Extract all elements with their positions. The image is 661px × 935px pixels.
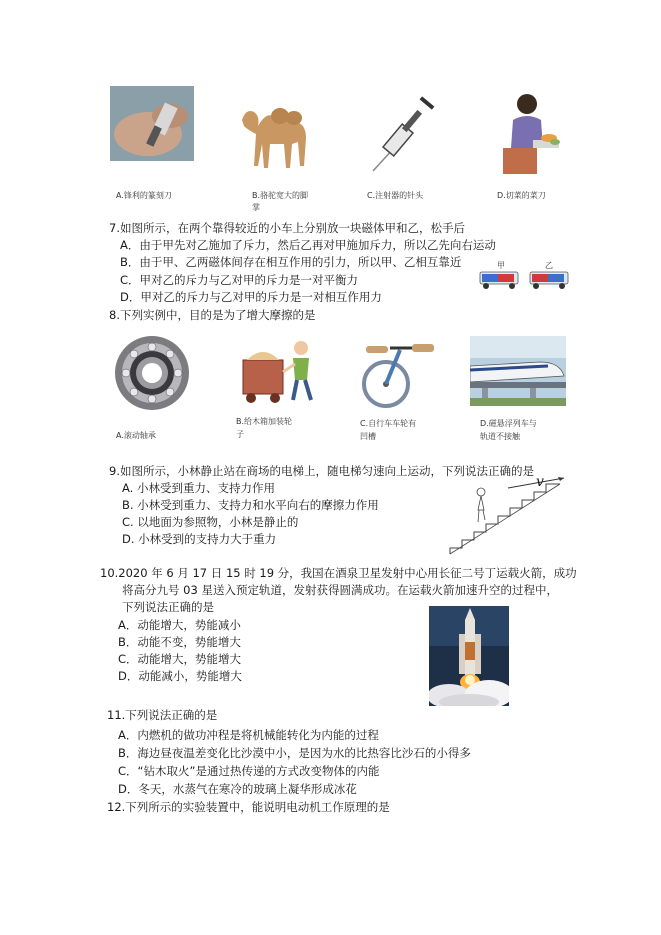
rocket-launch-photo [429, 606, 509, 706]
q10-stem-line3: 下列说法正确的是 [122, 600, 214, 614]
caption-q8-c-line2: 凹槽 [360, 432, 376, 441]
label-jia: 甲 [497, 261, 505, 270]
q7-stem: 7.如图所示，在两个靠得较近的小车上分别放一块磁体甲和乙，松手后 [109, 221, 465, 235]
q11-option-a: A．内燃机的做功冲程是将机械能转化为内能的过程 [118, 728, 379, 742]
q10-stem-line2: 将高分九号 03 星送入预定轨道，发射获得圆满成功。在运载火箭加速升空的过程中， [122, 583, 558, 597]
maglev-train-photo [470, 336, 566, 406]
caption-q8-d-line2: 轨道不接触 [480, 432, 520, 441]
q10-option-b: B．动能不变，势能增大 [118, 635, 241, 649]
q11-stem: 11.下列说法正确的是 [107, 708, 218, 722]
ball-bearing-photo [113, 334, 191, 412]
caption-q8-b-line2: 子 [236, 430, 244, 439]
q7-option-b: B．由于甲、乙两磁体间存在相互作用的引力，所以甲、乙相互靠近 [120, 255, 462, 269]
q11-option-d: D．冬天，水蒸气在寒冷的玻璃上凝华形成冰花 [118, 782, 357, 796]
q10-option-c: C．动能增大，势能增大 [118, 652, 242, 666]
syringe-photo [365, 95, 440, 175]
magnet-carts-figure [474, 256, 574, 292]
q7-option-a: A．由于甲先对乙施加了斥力，然后乙再对甲施加斥力，所以乙先向右运动 [120, 238, 496, 252]
q9-option-b: B. 小林受到重力、支持力和水平向右的摩擦力作用 [122, 498, 379, 512]
q10-option-a: A．动能增大，势能减小 [118, 618, 241, 632]
wooden-box-wheels-figure [239, 330, 321, 406]
q9-stem: 9.如图所示，小林静止站在商场的电梯上，随电梯匀速向上运动，下列说法正确的是 [109, 464, 534, 478]
q7-option-d: D．甲对乙的斥力与乙对甲的斥力是一对相互作用力 [120, 290, 382, 304]
bicycle-wheel-figure [360, 336, 440, 408]
caption-q8-d-line1: D.磁悬浮列车与 [480, 419, 537, 428]
caption-q8-c-line1: C.自行车车轮有 [360, 419, 417, 428]
q11-option-b: B．海边昼夜温差变化比沙漠中小，是因为水的比热容比沙石的小得多 [118, 746, 471, 760]
label-yi: 乙 [545, 261, 553, 270]
carving-knife-photo [110, 86, 194, 161]
q7-option-c: C．甲对乙的斥力与乙对甲的斥力是一对平衡力 [120, 273, 359, 287]
q10-stem-line1: 10.2020 年 6 月 17 日 15 时 19 分，我国在酒泉卫星发射中心用长征二号丁运载火箭，成功 [100, 566, 577, 580]
q10-option-d: D．动能减小，势能增大 [118, 669, 242, 683]
kitchen-knife-photo [497, 90, 562, 175]
caption-q6-b-line2: 掌 [252, 203, 260, 212]
q9-option-d: D. 小林受到的支持力大于重力 [122, 532, 277, 546]
camel-photo [234, 90, 320, 172]
q8-stem: 8.下列实例中，目的是为了增大摩擦的是 [109, 308, 316, 322]
caption-q8-a: A.滚动轴承 [116, 431, 156, 440]
caption-q6-a: A.锋利的篆刻刀 [116, 191, 172, 200]
escalator-figure [448, 474, 568, 556]
caption-q6-c: C.注射器的针头 [367, 191, 424, 200]
q9-option-a: A. 小林受到重力、支持力作用 [122, 481, 275, 495]
velocity-label: v [536, 474, 544, 490]
q12-stem: 12.下列所示的实验装置中，能说明电动机工作原理的是 [107, 800, 390, 814]
q11-option-c: C．“钻木取火”是通过热传递的方式改变物体的内能 [118, 764, 380, 778]
caption-q6-d: D.切菜的菜刀 [497, 191, 546, 200]
q9-option-c: C. 以地面为参照物，小林是静止的 [122, 515, 299, 529]
caption-q6-b-line1: B.骆驼宽大的脚 [252, 191, 309, 200]
caption-q8-b-line1: B.给木箱加装轮 [236, 417, 293, 426]
